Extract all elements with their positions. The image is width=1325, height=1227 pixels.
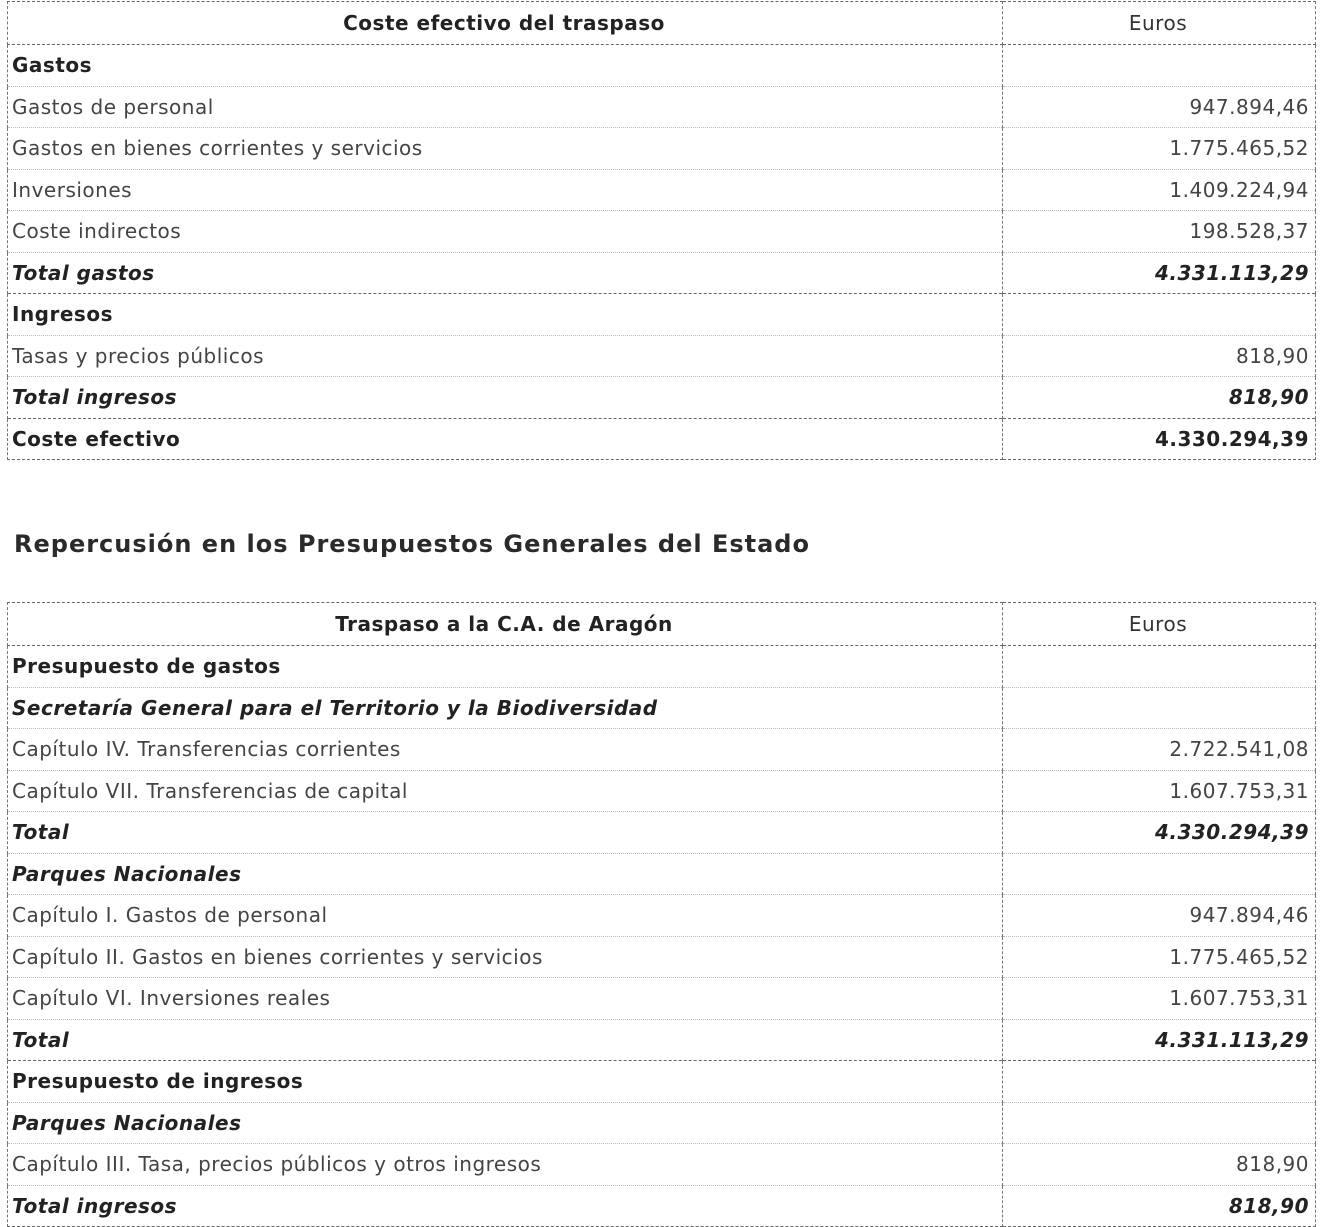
row-label: Inversiones xyxy=(8,169,1003,211)
row-value: 4.331.113,29 xyxy=(1003,1019,1316,1061)
row-value: 4.331.113,29 xyxy=(1003,252,1316,294)
table-row xyxy=(8,294,1316,336)
row-value: 1.607.753,31 xyxy=(1003,770,1316,812)
table-row xyxy=(8,211,1316,253)
row-label: Secretaría General para el Territorio y la Biodiversidad xyxy=(8,687,1003,729)
row-value: 4.330.294,39 xyxy=(1003,418,1316,460)
table-row xyxy=(8,1102,1316,1144)
row-label: Coste indirectos xyxy=(8,211,1003,253)
row-value: 1.607.753,31 xyxy=(1003,978,1316,1020)
row-value: 818,90 xyxy=(1003,335,1316,377)
row-label: Total ingresos xyxy=(8,1185,1003,1227)
table-row xyxy=(8,252,1316,294)
row-value: 1.775.465,52 xyxy=(1003,128,1316,170)
row-value: 1.775.465,52 xyxy=(1003,936,1316,978)
row-value: 818,90 xyxy=(1003,377,1316,419)
table-row xyxy=(8,169,1316,211)
row-value: 947.894,46 xyxy=(1003,895,1316,937)
table-row xyxy=(8,936,1316,978)
table-body xyxy=(8,646,1316,1227)
table-row xyxy=(8,729,1316,771)
table-row xyxy=(8,1144,1316,1186)
row-value: 198.528,37 xyxy=(1003,211,1316,253)
row-value: 947.894,46 xyxy=(1003,86,1316,128)
row-label: Gastos en bienes corrientes y servicios xyxy=(8,128,1003,170)
row-value xyxy=(1003,1061,1316,1103)
row-label: Capítulo VI. Inversiones reales xyxy=(8,978,1003,1020)
row-label: Gastos xyxy=(8,45,1003,87)
table-row xyxy=(8,45,1316,87)
row-label: Parques Nacionales xyxy=(8,853,1003,895)
row-label: Capítulo IV. Transferencias corrientes xyxy=(8,729,1003,771)
row-value: 4.330.294,39 xyxy=(1003,812,1316,854)
table-row xyxy=(8,128,1316,170)
row-value xyxy=(1003,853,1316,895)
column-header-description: Coste efectivo del traspaso xyxy=(8,2,1003,45)
row-label: Coste efectivo xyxy=(8,418,1003,460)
table-body xyxy=(8,45,1316,460)
row-label: Presupuesto de gastos xyxy=(8,646,1003,688)
column-header-euros: Euros xyxy=(1003,2,1316,45)
table-row xyxy=(8,418,1316,460)
row-value: 2.722.541,08 xyxy=(1003,729,1316,771)
row-value xyxy=(1003,687,1316,729)
row-label: Capítulo I. Gastos de personal xyxy=(8,895,1003,937)
row-label: Total xyxy=(8,1019,1003,1061)
row-value xyxy=(1003,45,1316,87)
row-label: Parques Nacionales xyxy=(8,1102,1003,1144)
row-value: 818,90 xyxy=(1003,1185,1316,1227)
row-value: 1.409.224,94 xyxy=(1003,169,1316,211)
row-label: Total ingresos xyxy=(8,377,1003,419)
row-label: Capítulo III. Tasa, precios públicos y otros ingresos xyxy=(8,1144,1003,1186)
row-value: 818,90 xyxy=(1003,1144,1316,1186)
row-label: Total gastos xyxy=(8,252,1003,294)
table-header-row xyxy=(8,2,1316,45)
row-label: Capítulo VII. Transferencias de capital xyxy=(8,770,1003,812)
repercusion-table xyxy=(7,602,1316,1227)
table-row xyxy=(8,687,1316,729)
table-row xyxy=(8,978,1316,1020)
table-row xyxy=(8,86,1316,128)
row-label: Tasas y precios públicos xyxy=(8,335,1003,377)
table-row xyxy=(8,1061,1316,1103)
table-header-row xyxy=(8,603,1316,646)
row-label: Gastos de personal xyxy=(8,86,1003,128)
table-row xyxy=(8,770,1316,812)
table-row xyxy=(8,1019,1316,1061)
table-row xyxy=(8,377,1316,419)
table-row xyxy=(8,853,1316,895)
column-header-euros: Euros xyxy=(1003,603,1316,646)
table-row xyxy=(8,335,1316,377)
row-label: Ingresos xyxy=(8,294,1003,336)
row-label: Presupuesto de ingresos xyxy=(8,1061,1003,1103)
table-row xyxy=(8,812,1316,854)
coste-efectivo-table xyxy=(7,1,1316,460)
section-title: Repercusión en los Presupuestos Generales del Estado xyxy=(14,530,810,558)
row-value xyxy=(1003,646,1316,688)
column-header-description: Traspaso a la C.A. de Aragón xyxy=(8,603,1003,646)
table-row xyxy=(8,646,1316,688)
row-label: Total xyxy=(8,812,1003,854)
table-row xyxy=(8,1185,1316,1227)
table-row xyxy=(8,895,1316,937)
row-value xyxy=(1003,294,1316,336)
row-value xyxy=(1003,1102,1316,1144)
row-label: Capítulo II. Gastos en bienes corrientes y servicios xyxy=(8,936,1003,978)
